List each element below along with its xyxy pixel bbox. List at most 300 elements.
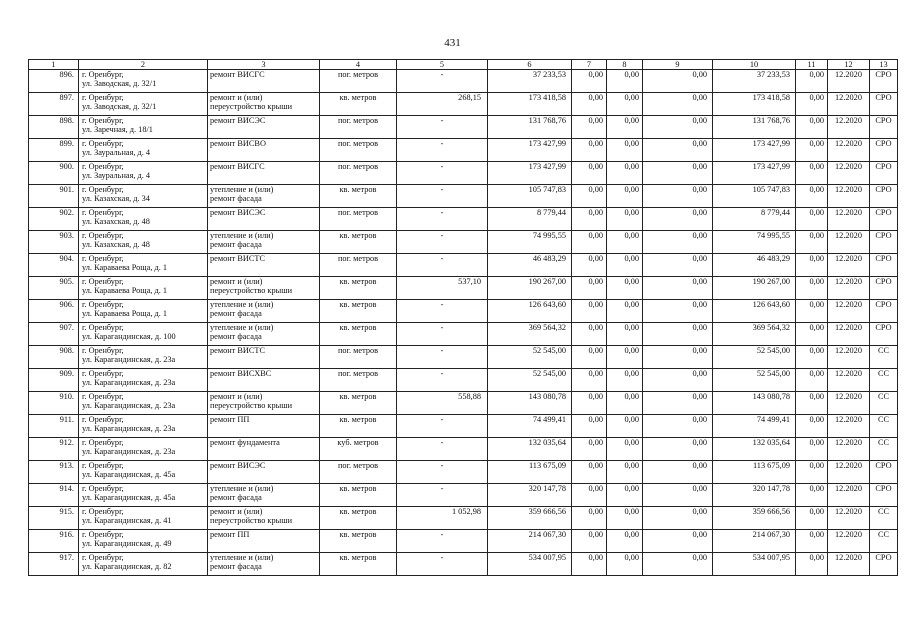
row-number bbox=[29, 530, 79, 553]
quantity-cell bbox=[397, 369, 488, 392]
column-header-4: 4 bbox=[320, 60, 397, 70]
quantity-cell bbox=[397, 392, 488, 415]
work-type-cell-work1: ремонт ВИСГС bbox=[210, 162, 265, 171]
deadline-cell-date: 12.2020 bbox=[835, 70, 862, 79]
address-cell bbox=[79, 300, 208, 323]
col11-cell bbox=[796, 553, 828, 576]
address-cell-addr1: г. Оренбург, bbox=[82, 70, 124, 79]
fund-type-cell bbox=[870, 507, 898, 530]
address-cell-addr1: г. Оренбург, bbox=[82, 185, 124, 194]
unit-cell-unit: кв. метров bbox=[339, 507, 377, 516]
fund-type-cell bbox=[870, 116, 898, 139]
deadline-cell-date: 12.2020 bbox=[835, 392, 862, 401]
row-number bbox=[29, 392, 79, 415]
fund-type-cell bbox=[870, 346, 898, 369]
quantity-cell-qty: - bbox=[440, 231, 444, 240]
total-cost-cell-cost: 173 427,99 bbox=[528, 162, 566, 171]
deadline-cell bbox=[828, 507, 870, 530]
col9-cell-c9: 0,00 bbox=[692, 323, 707, 332]
address-cell-addr1: г. Оренбург, bbox=[82, 530, 124, 539]
fund-type-cell-type: СРО bbox=[875, 185, 892, 194]
row-number bbox=[29, 323, 79, 346]
address-cell-addr1: г. Оренбург, bbox=[82, 438, 124, 447]
address-cell bbox=[79, 116, 208, 139]
address-cell bbox=[79, 415, 208, 438]
unit-cell bbox=[320, 162, 397, 185]
col9-cell bbox=[643, 93, 713, 116]
col9-cell-c9: 0,00 bbox=[692, 139, 707, 148]
fund-type-cell bbox=[870, 208, 898, 231]
col11-cell-c11: 0,00 bbox=[809, 231, 824, 240]
work-type-cell bbox=[208, 139, 320, 162]
unit-cell bbox=[320, 507, 397, 530]
total-cost-cell bbox=[488, 162, 572, 185]
row-number-n: 900. bbox=[59, 162, 74, 171]
col7-cell-c7: 0,00 bbox=[588, 116, 603, 125]
col8-cell-c8: 0,00 bbox=[624, 369, 639, 378]
row-number-n: 897. bbox=[59, 93, 74, 102]
column-header-7: 7 bbox=[572, 60, 607, 70]
unit-cell-unit: пог. метров bbox=[337, 461, 379, 470]
col9-cell-c9: 0,00 bbox=[692, 93, 707, 102]
col11-cell-c11: 0,00 bbox=[809, 162, 824, 171]
work-type-cell bbox=[208, 323, 320, 346]
col10-cell bbox=[713, 185, 796, 208]
unit-cell-unit: пог. метров bbox=[337, 116, 379, 125]
col10-cell-c10: 46 483,29 bbox=[756, 254, 790, 263]
col11-cell bbox=[796, 93, 828, 116]
total-cost-cell bbox=[488, 323, 572, 346]
work-type-cell-work2: переустройство крыши bbox=[210, 401, 293, 411]
unit-cell bbox=[320, 530, 397, 553]
col8-cell-c8: 0,00 bbox=[624, 93, 639, 102]
row-number-n: 905. bbox=[59, 277, 74, 286]
work-type-cell-work1: утепление и (или) bbox=[210, 484, 274, 493]
address-cell-addr1: г. Оренбург, bbox=[82, 162, 124, 171]
address-cell-addr2: ул. Казахская, д. 34 bbox=[82, 194, 150, 204]
address-cell-addr2: ул. Карагандинская, д. 49 bbox=[82, 539, 172, 549]
row-number bbox=[29, 415, 79, 438]
fund-type-cell-type: СРО bbox=[875, 323, 892, 332]
deadline-cell bbox=[828, 369, 870, 392]
column-header-8: 8 bbox=[607, 60, 643, 70]
total-cost-cell bbox=[488, 507, 572, 530]
unit-cell bbox=[320, 300, 397, 323]
row-number bbox=[29, 553, 79, 576]
col8-cell-c8: 0,00 bbox=[624, 139, 639, 148]
col11-cell-c11: 0,00 bbox=[809, 300, 824, 309]
address-cell-addr2: ул. Карагандинская, д. 41 bbox=[82, 516, 172, 526]
unit-cell bbox=[320, 461, 397, 484]
row-number-n: 898. bbox=[59, 116, 74, 125]
col9-cell bbox=[643, 415, 713, 438]
deadline-cell bbox=[828, 162, 870, 185]
col7-cell bbox=[572, 93, 607, 116]
row-number bbox=[29, 70, 79, 93]
quantity-cell-qty: - bbox=[440, 208, 444, 217]
work-type-cell bbox=[208, 116, 320, 139]
col7-cell bbox=[572, 254, 607, 277]
col8-cell-c8: 0,00 bbox=[624, 553, 639, 562]
quantity-cell-qty: 268,15 bbox=[458, 93, 481, 102]
address-cell bbox=[79, 553, 208, 576]
col9-cell bbox=[643, 369, 713, 392]
deadline-cell-date: 12.2020 bbox=[835, 277, 862, 286]
col11-cell bbox=[796, 185, 828, 208]
col7-cell-c7: 0,00 bbox=[588, 162, 603, 171]
address-cell-addr2: ул. Карагандинская, д. 23а bbox=[82, 378, 176, 388]
total-cost-cell-cost: 173 418,58 bbox=[528, 93, 566, 102]
work-type-cell-work1: ремонт ВИСВО bbox=[210, 139, 266, 148]
col9-cell bbox=[643, 461, 713, 484]
table-row bbox=[29, 162, 898, 185]
unit-cell bbox=[320, 484, 397, 507]
col11-cell bbox=[796, 139, 828, 162]
work-type-cell-work1: утепление и (или) bbox=[210, 323, 274, 332]
col8-cell bbox=[607, 530, 643, 553]
address-cell bbox=[79, 162, 208, 185]
address-cell-addr2: ул. Карагандинская, д. 23а bbox=[82, 355, 176, 365]
col10-cell-c10: 52 545,00 bbox=[756, 369, 790, 378]
unit-cell bbox=[320, 553, 397, 576]
row-number-n: 913. bbox=[59, 461, 74, 470]
address-cell-addr1: г. Оренбург, bbox=[82, 254, 124, 263]
address-cell-addr2: ул. Караваева Роща, д. 1 bbox=[82, 286, 168, 296]
col11-cell bbox=[796, 70, 828, 93]
col9-cell-c9: 0,00 bbox=[692, 300, 707, 309]
deadline-cell bbox=[828, 484, 870, 507]
address-cell bbox=[79, 277, 208, 300]
fund-type-cell bbox=[870, 139, 898, 162]
col7-cell bbox=[572, 461, 607, 484]
col11-cell bbox=[796, 369, 828, 392]
table-row bbox=[29, 139, 898, 162]
deadline-cell-date: 12.2020 bbox=[835, 553, 862, 562]
col7-cell bbox=[572, 507, 607, 530]
col8-cell-c8: 0,00 bbox=[624, 277, 639, 286]
total-cost-cell bbox=[488, 392, 572, 415]
total-cost-cell-cost: 37 233,53 bbox=[532, 70, 566, 79]
unit-cell-unit: кв. метров bbox=[339, 553, 377, 562]
table-row bbox=[29, 208, 898, 231]
col7-cell bbox=[572, 70, 607, 93]
col9-cell-c9: 0,00 bbox=[692, 484, 707, 493]
quantity-cell-qty: - bbox=[440, 369, 444, 378]
column-header-3: 3 bbox=[208, 60, 320, 70]
work-type-cell-work2: ремонт фасада bbox=[210, 194, 262, 204]
row-number-n: 903. bbox=[59, 231, 74, 240]
col10-cell bbox=[713, 553, 796, 576]
col10-cell bbox=[713, 461, 796, 484]
table-row bbox=[29, 461, 898, 484]
col7-cell bbox=[572, 139, 607, 162]
total-cost-cell-cost: 143 080,78 bbox=[528, 392, 566, 401]
col10-cell bbox=[713, 415, 796, 438]
col9-cell bbox=[643, 507, 713, 530]
row-number bbox=[29, 93, 79, 116]
quantity-cell-qty: - bbox=[440, 116, 444, 125]
quantity-cell bbox=[397, 323, 488, 346]
row-number bbox=[29, 208, 79, 231]
fund-type-cell-type: СС bbox=[877, 507, 890, 516]
deadline-cell bbox=[828, 323, 870, 346]
col11-cell bbox=[796, 392, 828, 415]
total-cost-cell-cost: 320 147,78 bbox=[528, 484, 566, 493]
address-cell bbox=[79, 507, 208, 530]
col7-cell-c7: 0,00 bbox=[588, 392, 603, 401]
address-cell bbox=[79, 185, 208, 208]
col7-cell bbox=[572, 346, 607, 369]
work-type-cell bbox=[208, 346, 320, 369]
quantity-cell bbox=[397, 461, 488, 484]
total-cost-cell bbox=[488, 346, 572, 369]
deadline-cell bbox=[828, 139, 870, 162]
col11-cell-c11: 0,00 bbox=[809, 208, 824, 217]
page-number: 431 bbox=[444, 37, 461, 49]
total-cost-cell-cost: 132 035,64 bbox=[528, 438, 566, 447]
address-cell-addr1: г. Оренбург, bbox=[82, 231, 124, 240]
address-cell bbox=[79, 392, 208, 415]
quantity-cell bbox=[397, 507, 488, 530]
deadline-cell bbox=[828, 208, 870, 231]
col7-cell-c7: 0,00 bbox=[588, 231, 603, 240]
fund-type-cell-type: СРО bbox=[875, 553, 892, 562]
col10-cell-c10: 534 007,95 bbox=[752, 553, 790, 562]
work-type-cell-work1: утепление и (или) bbox=[210, 300, 274, 309]
deadline-cell bbox=[828, 93, 870, 116]
work-type-cell-work1: утепление и (или) bbox=[210, 231, 274, 240]
deadline-cell bbox=[828, 277, 870, 300]
fund-type-cell-type: СС bbox=[877, 392, 890, 401]
col9-cell bbox=[643, 530, 713, 553]
work-type-cell-work1: ремонт ВИСГС bbox=[210, 70, 265, 79]
col10-cell-c10: 143 080,78 bbox=[752, 392, 790, 401]
col8-cell bbox=[607, 231, 643, 254]
col9-cell-c9: 0,00 bbox=[692, 277, 707, 286]
quantity-cell bbox=[397, 346, 488, 369]
col7-cell bbox=[572, 323, 607, 346]
address-cell-addr2: ул. Зауральная, д. 4 bbox=[82, 171, 151, 181]
col9-cell-c9: 0,00 bbox=[692, 208, 707, 217]
total-cost-cell-cost: 214 067,30 bbox=[528, 530, 566, 539]
unit-cell bbox=[320, 254, 397, 277]
table-row bbox=[29, 415, 898, 438]
unit-cell-unit: кв. метров bbox=[339, 93, 377, 102]
row-number-n: 917. bbox=[59, 553, 74, 562]
col11-cell-c11: 0,00 bbox=[809, 507, 824, 516]
address-cell bbox=[79, 530, 208, 553]
col11-cell-c11: 0,00 bbox=[809, 415, 824, 424]
total-cost-cell bbox=[488, 438, 572, 461]
quantity-cell-qty: 537,10 bbox=[458, 277, 481, 286]
row-number-n: 907. bbox=[59, 323, 74, 332]
address-cell-addr1: г. Оренбург, bbox=[82, 392, 124, 401]
unit-cell-unit: пог. метров bbox=[337, 70, 379, 79]
table-row bbox=[29, 507, 898, 530]
unit-cell-unit: пог. метров bbox=[337, 208, 379, 217]
deadline-cell bbox=[828, 346, 870, 369]
row-number-n: 908. bbox=[59, 346, 74, 355]
row-number-n: 914. bbox=[59, 484, 74, 493]
col8-cell-c8: 0,00 bbox=[624, 300, 639, 309]
address-cell-addr1: г. Оренбург, bbox=[82, 323, 124, 332]
col10-cell-c10: 173 427,99 bbox=[752, 139, 790, 148]
work-type-cell bbox=[208, 162, 320, 185]
col7-cell bbox=[572, 300, 607, 323]
work-type-cell bbox=[208, 415, 320, 438]
col9-cell bbox=[643, 185, 713, 208]
col9-cell-c9: 0,00 bbox=[692, 507, 707, 516]
col10-cell bbox=[713, 530, 796, 553]
address-cell bbox=[79, 70, 208, 93]
col10-cell-c10: 113 675,09 bbox=[752, 461, 790, 470]
fund-type-cell bbox=[870, 438, 898, 461]
col8-cell bbox=[607, 392, 643, 415]
work-type-cell-work1: ремонт и (или) bbox=[210, 277, 263, 286]
col7-cell-c7: 0,00 bbox=[588, 254, 603, 263]
row-number bbox=[29, 185, 79, 208]
fund-type-cell bbox=[870, 231, 898, 254]
total-cost-cell-cost: 52 545,00 bbox=[532, 369, 566, 378]
work-type-cell-work2: переустройство крыши bbox=[210, 102, 293, 112]
col9-cell bbox=[643, 553, 713, 576]
deadline-cell-date: 12.2020 bbox=[835, 300, 862, 309]
fund-type-cell-type: СРО bbox=[875, 116, 892, 125]
col8-cell bbox=[607, 254, 643, 277]
col11-cell bbox=[796, 231, 828, 254]
col10-cell bbox=[713, 70, 796, 93]
col7-cell-c7: 0,00 bbox=[588, 300, 603, 309]
repair-schedule-table bbox=[28, 59, 898, 576]
address-cell-addr1: г. Оренбург, bbox=[82, 553, 124, 562]
fund-type-cell-type: СС bbox=[877, 369, 890, 378]
column-header-13: 13 bbox=[870, 60, 898, 70]
deadline-cell bbox=[828, 461, 870, 484]
quantity-cell bbox=[397, 208, 488, 231]
unit-cell-unit: кв. метров bbox=[339, 415, 377, 424]
address-cell bbox=[79, 461, 208, 484]
col10-cell-c10: 320 147,78 bbox=[752, 484, 790, 493]
col11-cell-c11: 0,00 bbox=[809, 530, 824, 539]
address-cell-addr2: ул. Карагандинская, д. 45а bbox=[82, 493, 176, 503]
address-cell-addr2: ул. Карагандинская, д. 23а bbox=[82, 447, 176, 457]
quantity-cell-qty: - bbox=[440, 461, 444, 470]
total-cost-cell bbox=[488, 277, 572, 300]
col9-cell-c9: 0,00 bbox=[692, 392, 707, 401]
row-number-n: 899. bbox=[59, 139, 74, 148]
col11-cell-c11: 0,00 bbox=[809, 185, 824, 194]
total-cost-cell bbox=[488, 254, 572, 277]
col7-cell-c7: 0,00 bbox=[588, 415, 603, 424]
table-row bbox=[29, 116, 898, 139]
fund-type-cell-type: СРО bbox=[875, 139, 892, 148]
col8-cell-c8: 0,00 bbox=[624, 484, 639, 493]
column-header-11: 11 bbox=[796, 60, 828, 70]
table-row bbox=[29, 323, 898, 346]
col7-cell bbox=[572, 208, 607, 231]
col8-cell bbox=[607, 93, 643, 116]
col9-cell bbox=[643, 70, 713, 93]
deadline-cell bbox=[828, 553, 870, 576]
work-type-cell-work2: ремонт фасада bbox=[210, 493, 262, 503]
col9-cell-c9: 0,00 bbox=[692, 116, 707, 125]
quantity-cell-qty: - bbox=[440, 530, 444, 539]
col9-cell-c9: 0,00 bbox=[692, 346, 707, 355]
work-type-cell-work1: ремонт и (или) bbox=[210, 507, 263, 516]
col7-cell bbox=[572, 553, 607, 576]
col9-cell-c9: 0,00 bbox=[692, 369, 707, 378]
col8-cell-c8: 0,00 bbox=[624, 208, 639, 217]
unit-cell bbox=[320, 70, 397, 93]
col10-cell-c10: 74 995,55 bbox=[756, 231, 790, 240]
total-cost-cell-cost: 534 007,95 bbox=[528, 553, 566, 562]
deadline-cell bbox=[828, 438, 870, 461]
fund-type-cell bbox=[870, 323, 898, 346]
work-type-cell bbox=[208, 438, 320, 461]
col10-cell-c10: 190 267,00 bbox=[752, 277, 790, 286]
col8-cell bbox=[607, 185, 643, 208]
deadline-cell bbox=[828, 231, 870, 254]
work-type-cell-work2: переустройство крыши bbox=[210, 286, 293, 296]
deadline-cell bbox=[828, 116, 870, 139]
quantity-cell bbox=[397, 277, 488, 300]
table-row bbox=[29, 300, 898, 323]
address-cell-addr2: ул. Караваева Роща, д. 1 bbox=[82, 309, 168, 319]
deadline-cell bbox=[828, 392, 870, 415]
col9-cell-c9: 0,00 bbox=[692, 415, 707, 424]
table-row bbox=[29, 392, 898, 415]
col11-cell bbox=[796, 461, 828, 484]
address-cell-addr1: г. Оренбург, bbox=[82, 116, 124, 125]
quantity-cell-qty: 1 052,98 bbox=[451, 507, 481, 516]
deadline-cell-date: 12.2020 bbox=[835, 139, 862, 148]
row-number-n: 912. bbox=[59, 438, 74, 447]
work-type-cell-work1: ремонт ПП bbox=[210, 530, 250, 539]
deadline-cell-date: 12.2020 bbox=[835, 415, 862, 424]
col9-cell bbox=[643, 346, 713, 369]
quantity-cell-qty: - bbox=[440, 300, 444, 309]
col10-cell bbox=[713, 392, 796, 415]
col11-cell bbox=[796, 323, 828, 346]
address-cell-addr2: ул. Карагандинская, д. 23а bbox=[82, 424, 176, 434]
unit-cell bbox=[320, 208, 397, 231]
row-number-n: 902. bbox=[59, 208, 74, 217]
deadline-cell-date: 12.2020 bbox=[835, 162, 862, 171]
fund-type-cell bbox=[870, 369, 898, 392]
row-number bbox=[29, 300, 79, 323]
table-row bbox=[29, 369, 898, 392]
row-number bbox=[29, 277, 79, 300]
unit-cell-unit: кв. метров bbox=[339, 185, 377, 194]
total-cost-cell bbox=[488, 139, 572, 162]
total-cost-cell-cost: 52 545,00 bbox=[532, 346, 566, 355]
col10-cell-c10: 173 418,58 bbox=[752, 93, 790, 102]
col8-cell-c8: 0,00 bbox=[624, 530, 639, 539]
unit-cell-unit: кв. метров bbox=[339, 323, 377, 332]
row-number bbox=[29, 116, 79, 139]
table-row bbox=[29, 93, 898, 116]
deadline-cell-date: 12.2020 bbox=[835, 484, 862, 493]
col11-cell-c11: 0,00 bbox=[809, 254, 824, 263]
unit-cell bbox=[320, 392, 397, 415]
total-cost-cell-cost: 126 643,60 bbox=[528, 300, 566, 309]
quantity-cell bbox=[397, 415, 488, 438]
work-type-cell bbox=[208, 208, 320, 231]
deadline-cell-date: 12.2020 bbox=[835, 323, 862, 332]
table-row bbox=[29, 553, 898, 576]
total-cost-cell bbox=[488, 185, 572, 208]
row-number bbox=[29, 162, 79, 185]
